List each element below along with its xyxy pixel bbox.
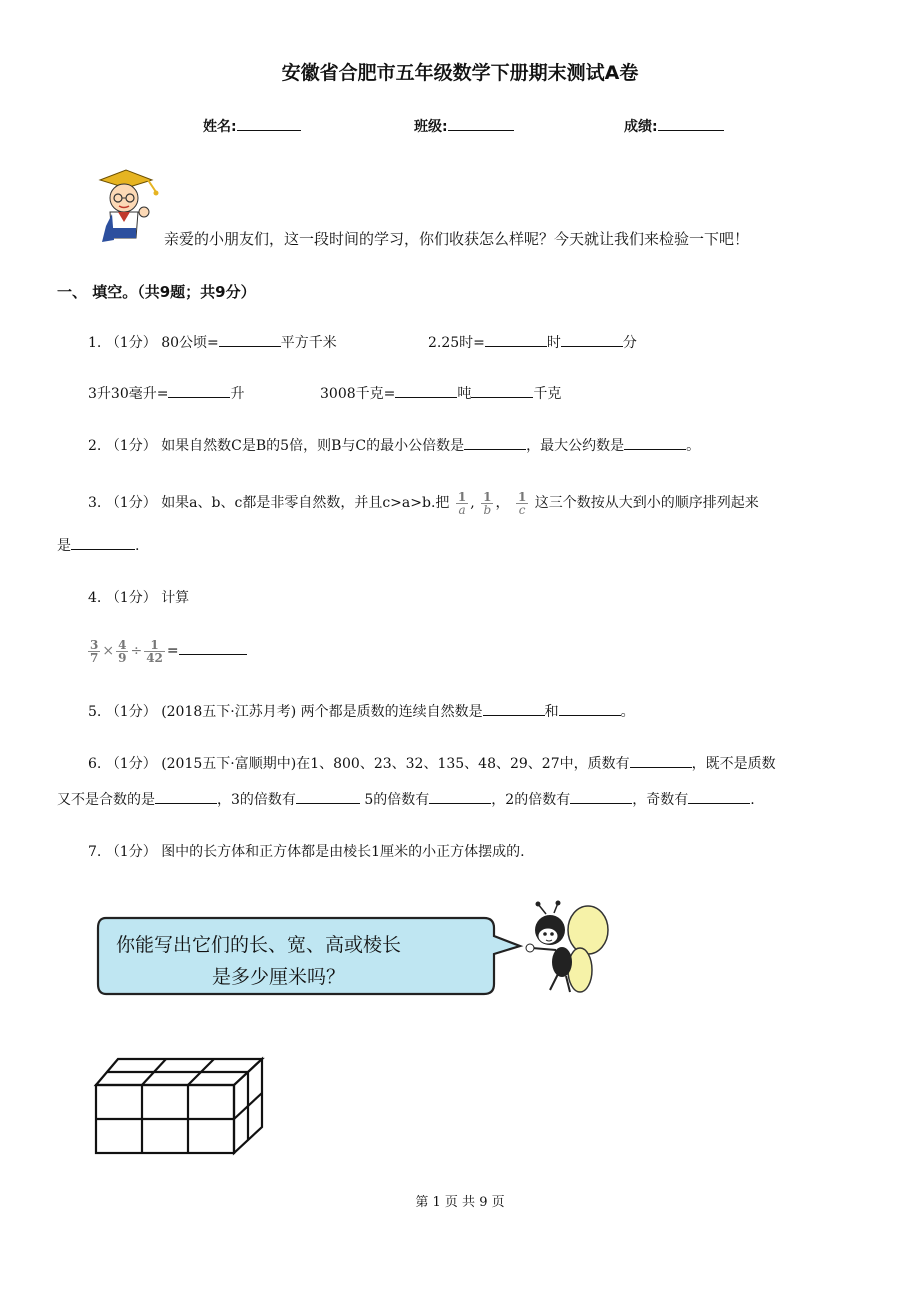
q1-d-unit-2: 千克 xyxy=(533,386,562,402)
q6-text-1: 在1、800、23、32、135、48、29、27中，质数有 xyxy=(296,756,630,772)
q1-b-unit-1: 时 xyxy=(546,335,561,351)
q5-number: 5. xyxy=(88,704,102,720)
q6-text-3: 又不是合数的是 xyxy=(57,792,155,808)
q1-score: （1分） xyxy=(105,335,157,351)
q4-text: 计算 xyxy=(161,590,190,606)
q4-number: 4. xyxy=(88,590,102,606)
q3-fraction-c: $\frac{1}{c}$ xyxy=(517,489,527,517)
q6-number: 6. xyxy=(88,756,102,772)
q1-d-unit-1: 吨 xyxy=(457,386,472,402)
q3-fraction-b: $\frac{1}{b}$ xyxy=(483,489,492,517)
cuboid-figure xyxy=(92,1055,272,1157)
q6-text-4: ，3的倍数有 xyxy=(217,792,296,808)
q6-blank-3[interactable] xyxy=(296,791,360,804)
bubble-text-line-2: 是多少厘米吗？ xyxy=(212,966,346,988)
q3-fraction-a: $\frac{1}{a}$ xyxy=(457,489,467,517)
q4-fraction-1: $\frac{3}{7}$ xyxy=(90,637,99,665)
q2-blank-2[interactable] xyxy=(624,437,686,450)
q2-text-1: 如果自然数C是B的5倍，则B与C的最小公倍数是 xyxy=(161,438,465,454)
q1-a-prefix: 80公顷= xyxy=(161,335,219,351)
q6-blank-5[interactable] xyxy=(570,791,632,804)
greeting-text: 亲爱的小朋友们，这一段时间的学习，你们收获怎么样呢？今天就让我们来检验一下吧！ xyxy=(164,230,750,248)
q4-equals: = xyxy=(166,643,179,659)
q4-score: （1分） xyxy=(105,590,157,606)
q2-blank-1[interactable] xyxy=(464,437,526,450)
q6-text-8: . xyxy=(750,792,755,808)
q1-c-blank[interactable] xyxy=(168,385,230,398)
q3-score: （1分） xyxy=(105,495,157,511)
score-field xyxy=(624,116,724,136)
q2-score: （1分） xyxy=(105,438,157,454)
q6-text-7: ，奇数有 xyxy=(632,792,689,808)
q6-text-5: 5的倍数有 xyxy=(364,792,430,808)
q4-expression xyxy=(86,636,247,666)
question-5 xyxy=(88,702,635,722)
score-blank[interactable] xyxy=(658,116,724,131)
q5-blank-1[interactable] xyxy=(483,703,545,716)
q2-number: 2. xyxy=(88,438,102,454)
q1-b-prefix: 2.25时= xyxy=(428,335,485,351)
q5-score: （1分） xyxy=(105,704,157,720)
question-7 xyxy=(88,842,525,862)
q5-blank-2[interactable] xyxy=(559,703,621,716)
q5-text-3: 。 xyxy=(620,704,635,720)
question-2 xyxy=(88,436,700,456)
q6-blank-4[interactable] xyxy=(429,791,491,804)
class-label: 班级: xyxy=(414,119,448,135)
bubble-text-line-1: 你能写出它们的长、宽、高或棱长 xyxy=(116,934,402,956)
question-4 xyxy=(88,588,189,608)
q6-text-2: ，既不是质数 xyxy=(691,756,776,772)
bee-character-illustration xyxy=(516,900,616,1000)
q3-text-2: 这三个数按从大到小的顺序排列起来 xyxy=(534,495,759,511)
q7-number: 7. xyxy=(88,844,102,860)
class-blank[interactable] xyxy=(448,116,514,131)
name-blank[interactable] xyxy=(237,116,301,131)
page-footer: 第 1 页 共 9 页 xyxy=(415,1195,505,1210)
q7-score: （1分） xyxy=(105,844,157,860)
q1-b-blank-1[interactable] xyxy=(485,334,547,347)
name-field xyxy=(203,116,301,136)
q1-c-prefix: 3升30毫升= xyxy=(88,386,169,402)
q1-c-unit: 升 xyxy=(230,386,245,402)
q1-number: 1. xyxy=(88,335,102,351)
doctor-mascot-illustration xyxy=(92,168,164,246)
q1-b-blank-2[interactable] xyxy=(561,334,623,347)
q6-blank-6[interactable] xyxy=(688,791,750,804)
q3-text-3: 是 xyxy=(57,538,71,554)
page-title: 安徽省合肥市五年级数学下册期末测试A卷 xyxy=(281,62,639,84)
question-1-line-1 xyxy=(88,333,337,353)
q1-d-prefix: 3008千克= xyxy=(320,386,396,402)
q4-fraction-2: $\frac{4}{9}$ xyxy=(118,637,127,665)
section-heading-fill-blank: 一、 填空。（共9题；共9分） xyxy=(57,283,256,301)
q6-text-6: ，2的倍数有 xyxy=(491,792,571,808)
q1-d-blank-2[interactable] xyxy=(471,385,533,398)
question-3-line-1: 3. （1分） 如果a、b、c都是非零自然数，并且c>a>b.把 $\frac{1}{a}$ , $\frac{1}{b}$ ， $\frac{1}{c}$ 这三个数按从大到小的顺序排列起来 xyxy=(88,489,759,517)
q4-blank[interactable] xyxy=(179,642,247,655)
q2-text-2: ，最大公约数是 xyxy=(526,438,625,454)
question-6-line-1 xyxy=(88,754,776,774)
q1-a-blank[interactable] xyxy=(219,334,281,347)
q6-source: (2015五下·富顺期中) xyxy=(161,756,297,772)
q5-text-1: 两个都是质数的连续自然数是 xyxy=(300,704,483,720)
q3-text-4: . xyxy=(135,538,140,554)
q5-text-2: 和 xyxy=(544,704,559,720)
q4-multiply: × xyxy=(102,643,115,659)
q1-d-blank-1[interactable] xyxy=(395,385,457,398)
q2-text-3: 。 xyxy=(686,438,701,454)
class-field xyxy=(414,116,514,136)
question-1-part-d xyxy=(320,384,561,404)
q1-b-unit-2: 分 xyxy=(622,335,637,351)
question-1-part-b xyxy=(428,333,637,353)
q6-score: （1分） xyxy=(105,756,157,772)
q4-divide: ÷ xyxy=(130,643,143,659)
q3-text-1: 如果a、b、c都是非零自然数，并且c>a>b.把 xyxy=(161,495,450,511)
q1-a-unit: 平方千米 xyxy=(280,335,337,351)
q6-blank-1[interactable] xyxy=(630,755,692,768)
q7-text: 图中的长方体和正方体都是由棱长1厘米的小正方体摆成的. xyxy=(161,844,525,860)
q4-fraction-3: $\frac{1}{42}$ xyxy=(146,637,163,665)
question-6-line-2 xyxy=(57,790,755,810)
question-1-part-c xyxy=(88,384,244,404)
q3-number: 3. xyxy=(88,495,102,511)
score-label: 成绩: xyxy=(624,119,658,135)
q6-blank-2[interactable] xyxy=(155,791,217,804)
q5-source: (2018五下·江苏月考) xyxy=(161,704,297,720)
name-label: 姓名: xyxy=(203,119,237,135)
question-3-line-2 xyxy=(57,536,139,556)
q3-blank[interactable] xyxy=(71,537,135,550)
